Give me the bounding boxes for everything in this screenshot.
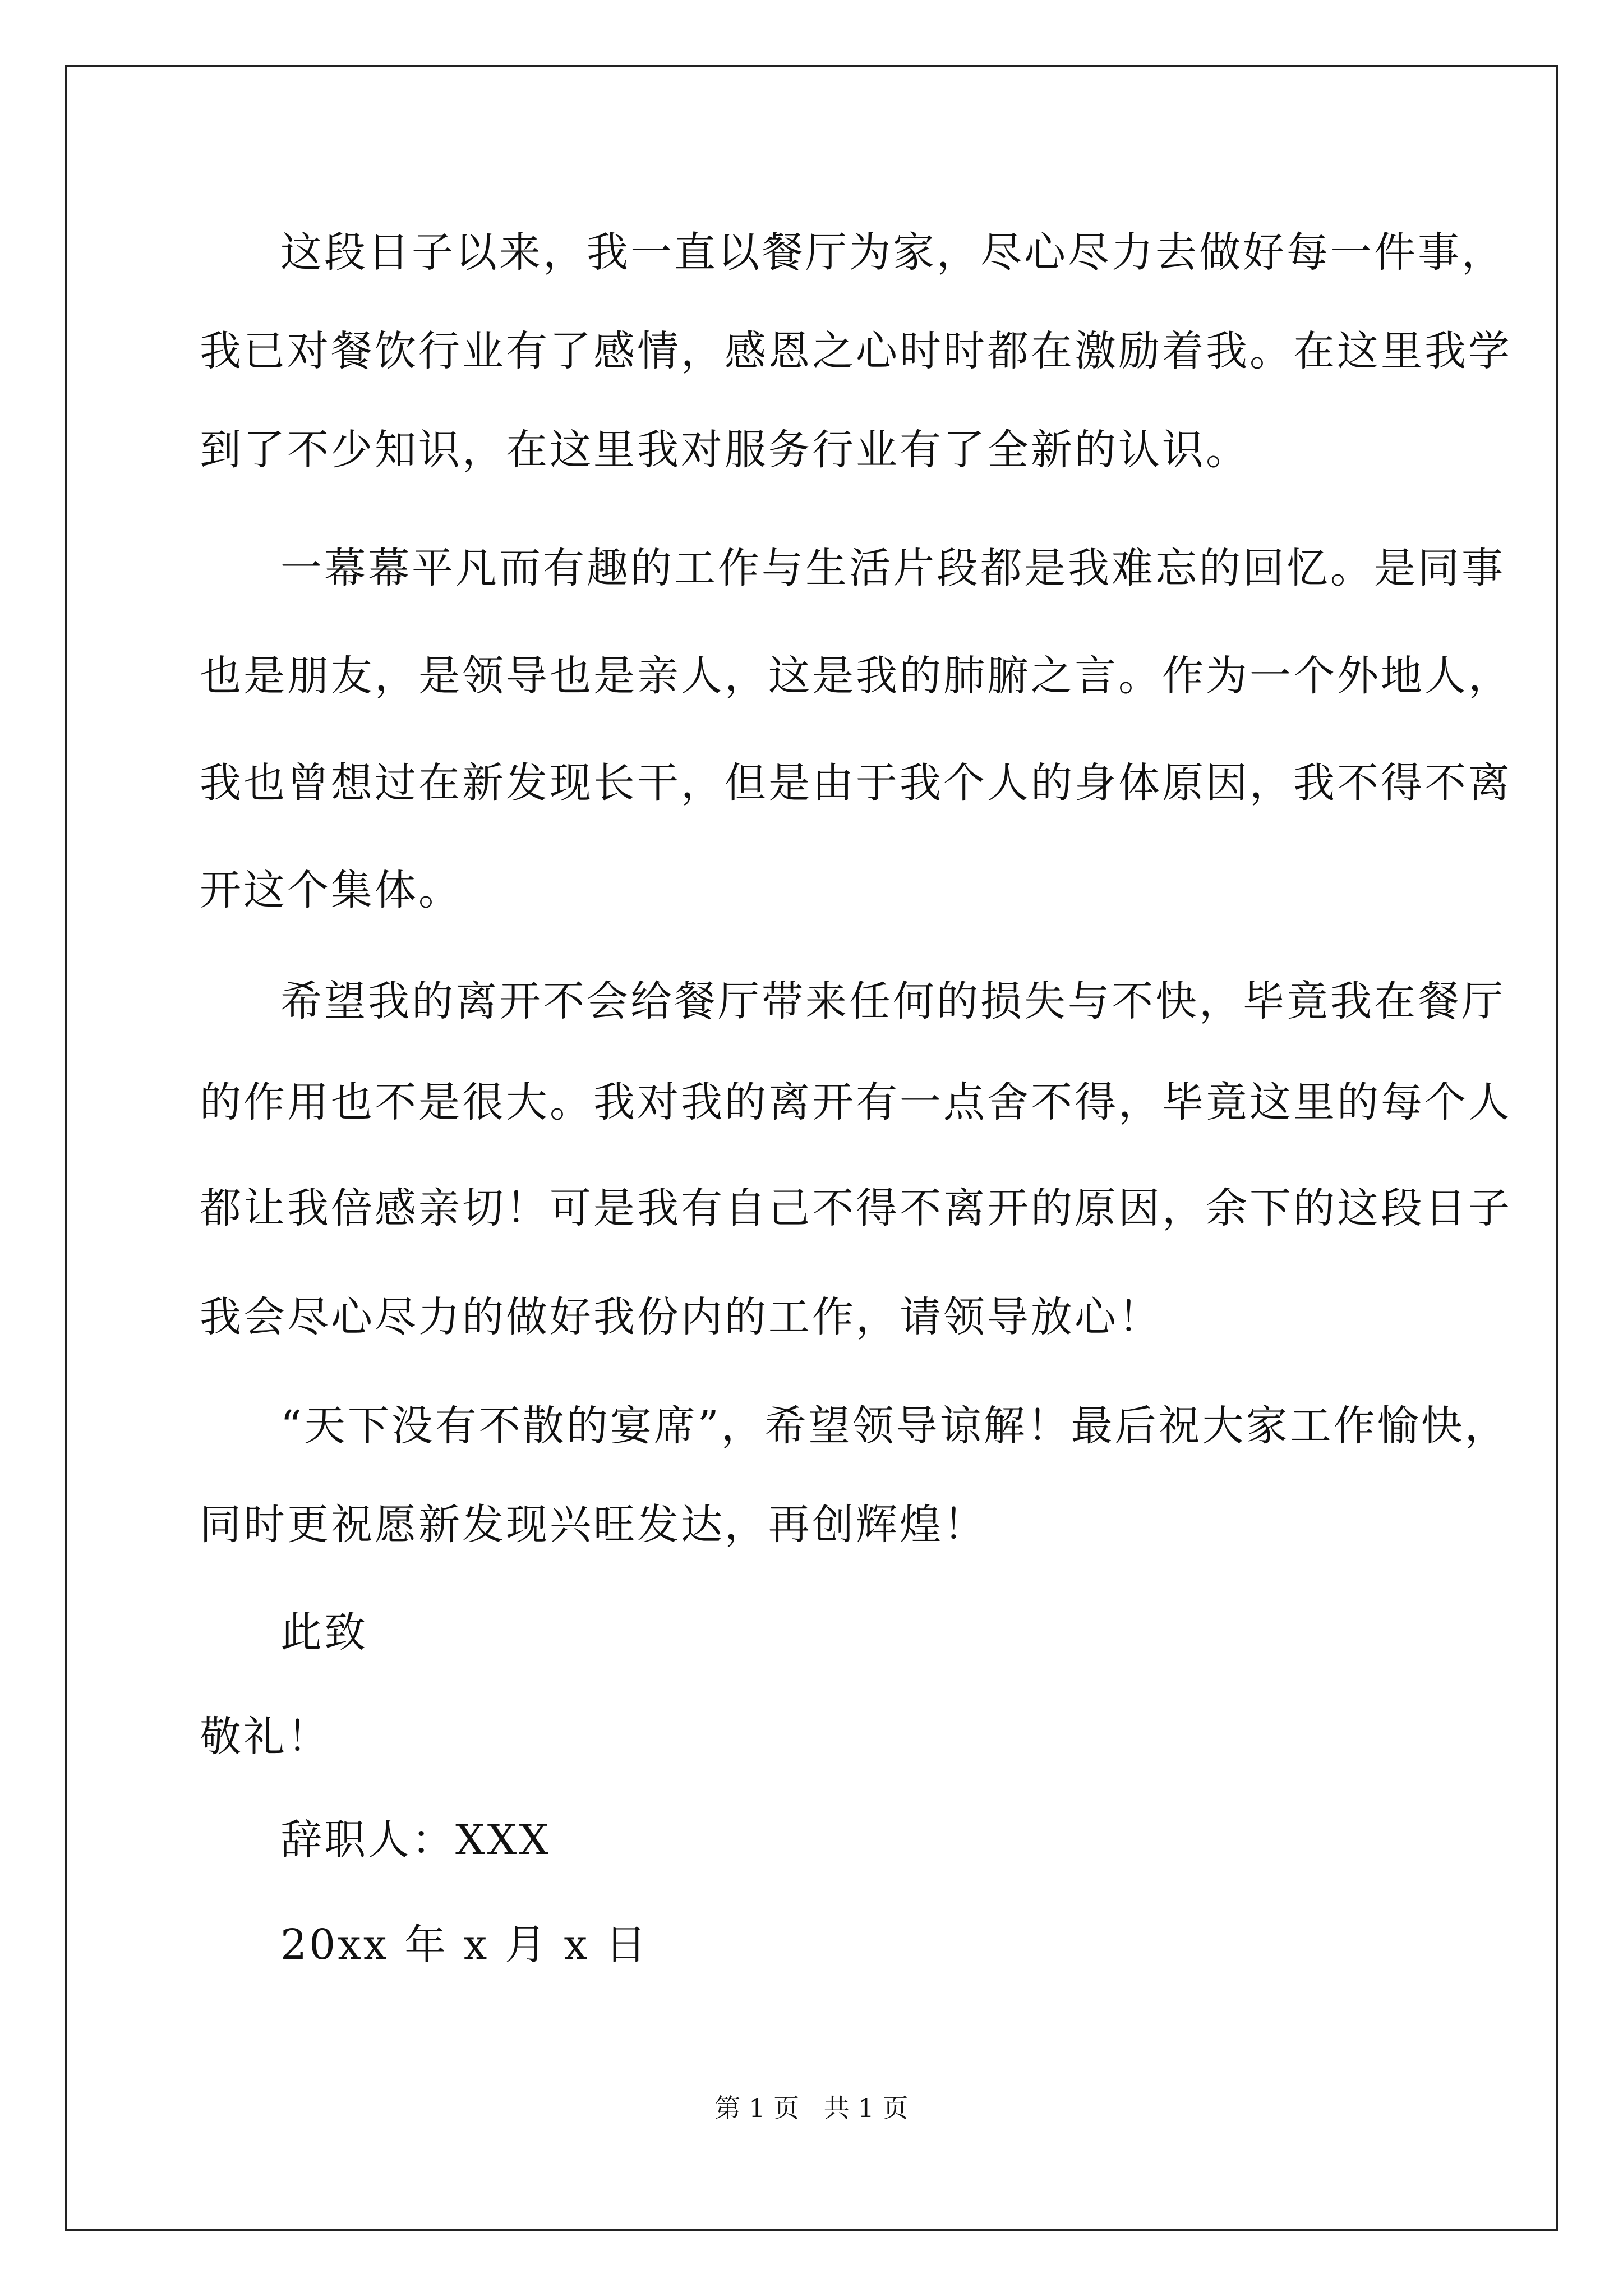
- closing-regards: 敬礼！: [200, 1713, 331, 1761]
- letter-line-10: 都让我倍感亲切！可是我有自己不得不离开的原因，余下的这段日子: [200, 1184, 1512, 1232]
- page-number-footer: 第 1 页 共 1 页: [714, 2093, 909, 2123]
- letter-line-11: 我会尽心尽力的做好我份内的工作，请领导放心！: [200, 1293, 1162, 1341]
- letter-line-2: 我已对餐饮行业有了感情，感恩之心时时都在激励着我。在这里我学: [200, 327, 1512, 375]
- letter-line-5: 也是朋友，是领导也是亲人，这是我的肺腑之言。作为一个外地人，: [200, 652, 1512, 700]
- letter-line-3: 到了不少知识，在这里我对服务行业有了全新的认识。: [200, 426, 1249, 474]
- letter-line-13: 同时更祝愿新发现兴旺发达，再创辉煌！: [200, 1501, 987, 1549]
- signer-line: 辞职人：XXX: [280, 1816, 551, 1864]
- closing-salutation: 此致: [280, 1608, 368, 1657]
- letter-line-12: “天下没有不散的宴席”，希望领导谅解！最后祝大家工作愉快，: [280, 1402, 1509, 1450]
- letter-line-1: 这段日子以来，我一直以餐厅为家，尽心尽力去做好每一件事，: [280, 228, 1505, 277]
- letter-line-7: 开这个集体。: [200, 866, 462, 914]
- letter-line-4: 一幕幕平凡而有趣的工作与生活片段都是我难忘的回忆。是同事: [280, 544, 1505, 592]
- page-frame: [65, 65, 1558, 2231]
- letter-line-9: 的作用也不是很大。我对我的离开有一点舍不得，毕竟这里的每个人: [200, 1078, 1512, 1126]
- letter-line-6: 我也曾想过在新发现长干，但是由于我个人的身体原因，我不得不离: [200, 759, 1512, 807]
- date-line: 20xx 年 x 月 x 日: [280, 1921, 649, 1969]
- letter-line-8: 希望我的离开不会给餐厅带来任何的损失与不快，毕竟我在餐厅: [280, 977, 1505, 1025]
